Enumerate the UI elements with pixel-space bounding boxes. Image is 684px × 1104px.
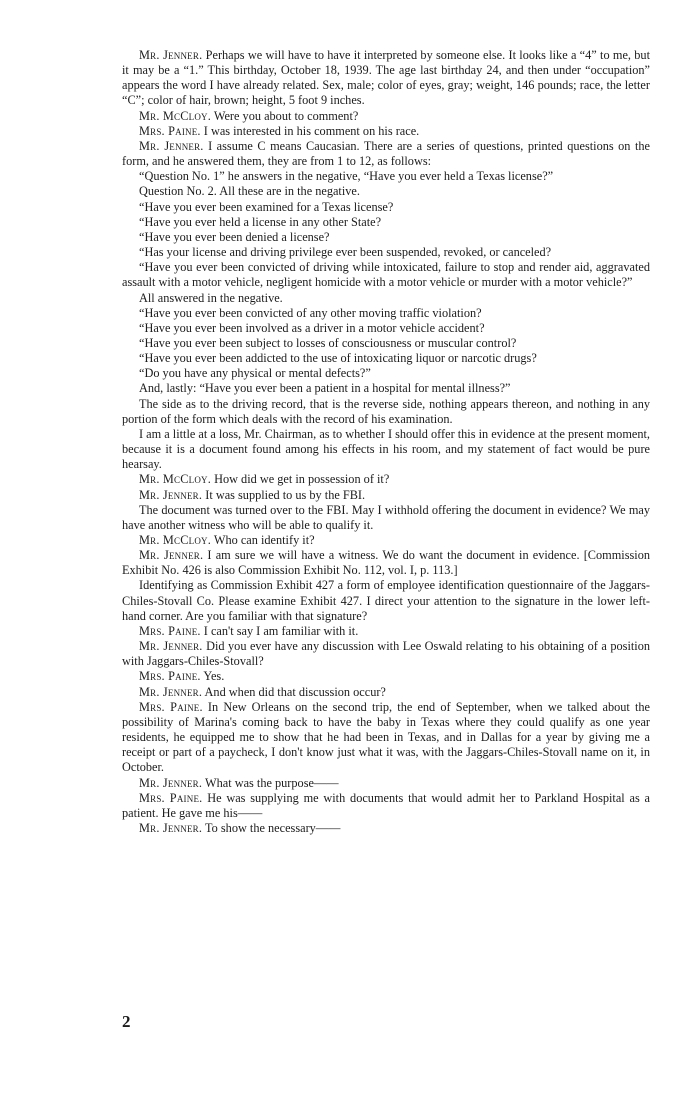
speaker-name: Mrs. Paine. (139, 699, 203, 714)
paragraph-text: To show the necessary—— (202, 820, 341, 835)
paragraph-text: “Have you ever been convicted of any other moving traffic violation? (139, 305, 482, 320)
transcript-paragraph (122, 351, 650, 366)
transcript-page (122, 48, 650, 836)
speaker-name: Mr. Jenner. (139, 639, 203, 654)
transcript-paragraph (122, 503, 650, 533)
speaker-name: Mrs. Paine. (139, 790, 203, 805)
paragraph-text: “Have you ever been convicted of driving while intoxicated, failure to stop and render aid, aggravated assault with a motor vehicle, negligent homicide with a motor vehicle or murder with a motor vehicle?” (122, 260, 650, 290)
page-number: 2 (122, 1012, 131, 1031)
paragraph-text: The document was turned over to the FBI. May I withhold offering the document in evidence? We may have another witness who will be able to qualify it. (122, 502, 650, 532)
paragraph-text: “Have you ever been involved as a driver in a motor vehicle accident? (139, 320, 485, 335)
speaker-name: Mr. Jenner. (139, 138, 204, 153)
transcript-paragraph (122, 48, 650, 109)
paragraph-text: Who can identify it? (211, 533, 315, 547)
speaker-name: Mr. McCloy. (139, 108, 211, 123)
paragraph-text: “Question No. 1” he answers in the negative, “Have you ever held a Texas license?” (139, 169, 554, 184)
paragraph-text: I can't say I am familiar with it. (200, 623, 359, 638)
paragraph-text: “Have you ever been subject to losses of consciousness or muscular control? (139, 335, 517, 350)
transcript-paragraph (122, 321, 650, 336)
paragraph-text: I assume C means Caucasian. There are a series of questions, printed questions on the form, and he answered them, they are from 1 to 12, as follows: (122, 138, 650, 169)
speaker-name: Mrs. Paine. (139, 123, 201, 138)
speaker-name: Mrs. Paine. (139, 623, 201, 638)
transcript-paragraph (122, 109, 650, 124)
transcript-paragraph (122, 578, 650, 623)
paragraph-text: In New Orleans on the second trip, the end of September, when we talked about the possibility of Marina's coming back to have the baby in Texas where they could qualify as one year residents, he equipped me to show that he had been in Texas, and in Dallas for a year by giving me a receipt or part of a paycheck, I don't know just what it was, with the Jaggars-Chiles-Stovall name on it, in October. (122, 699, 651, 775)
paragraph-text: Identifying as Commission Exhibit 427 a form of employee identification questionnaire of the Jaggars-Chiles-Stovall Co. Please examine Exhibit 427. I direct your attention to the signature in the lower left-hand corner. Are you familiar with that signature? (122, 578, 650, 623)
transcript-paragraph (122, 821, 650, 836)
transcript-paragraph (122, 139, 650, 169)
paragraph-text: And, lastly: “Have you ever been a patient in a hospital for mental illness?” (139, 381, 511, 396)
paragraph-text: All answered in the negative. (139, 290, 283, 305)
paragraph-text: “Have you ever been denied a license? (139, 229, 330, 244)
transcript-paragraph (122, 427, 650, 472)
speaker-name: Mrs. Paine. (139, 669, 201, 684)
paragraph-text: “Has your license and driving privilege ever been suspended, revoked, or canceled? (139, 245, 552, 260)
transcript-paragraph (122, 200, 650, 215)
transcript-paragraph (122, 366, 650, 381)
speaker-name: Mr. Jenner. (139, 48, 203, 62)
transcript-paragraph (122, 776, 650, 791)
paragraph-text: “Have you ever been examined for a Texas license? (139, 199, 394, 214)
paragraph-text: What was the purpose—— (202, 775, 339, 790)
transcript-paragraph (122, 488, 650, 503)
paragraph-text: It was supplied to us by the FBI. (202, 487, 366, 502)
paragraph-text: “Do you have any physical or mental defects?” (139, 366, 371, 381)
paragraph-text: The side as to the driving record, that is the reverse side, nothing appears thereon, and nothing in any portion of the form which deals with the record of his examination. (122, 396, 650, 426)
transcript-paragraph (122, 639, 650, 669)
paragraph-text: Did you ever have any discussion with Lee Oswald relating to his obtaining of a position with Jaggars-Chiles-Stovall? (122, 639, 650, 669)
speaker-name: Mr. McCloy. (139, 472, 211, 487)
paragraph-text: Were you about to comment? (211, 108, 359, 123)
speaker-name: Mr. McCloy. (139, 533, 211, 547)
transcript-paragraph (122, 124, 650, 139)
transcript-paragraph (122, 700, 650, 776)
speaker-name: Mr. Jenner. (139, 548, 204, 563)
transcript-paragraph (122, 245, 650, 260)
paragraph-text: Yes. (200, 669, 225, 684)
paragraph-text: Perhaps we will have to have it interpreted by someone else. It looks like a “4” to me, but it may be a “1.” This birthday, October 18, 1939. The age last birthday 24, and then under “occupation” appears the word I have already related. Sex, male; color of eyes, gray; weight, 146 pounds; race, the letter “C”; color of hair, brown; height, 5 foot 9 inches. (122, 48, 650, 108)
transcript-paragraph (122, 472, 650, 487)
transcript-paragraph (122, 624, 650, 639)
transcript-paragraph (122, 397, 650, 427)
paragraph-text: And when did that discussion occur? (202, 684, 386, 699)
paragraph-text: Question No. 2. All these are in the negative. (139, 184, 360, 199)
transcript-paragraph (122, 169, 650, 184)
speaker-name: Mr. Jenner. (139, 775, 203, 790)
speaker-name: Mr. Jenner. (139, 487, 203, 502)
paragraph-text: “Have you ever held a license in any other State? (139, 214, 382, 229)
transcript-paragraph (122, 291, 650, 306)
transcript-paragraph (122, 685, 650, 700)
paragraph-text: “Have you ever been addicted to the use of intoxicating liquor or narcotic drugs? (139, 351, 537, 366)
transcript-paragraph (122, 230, 650, 245)
transcript-paragraph (122, 381, 650, 396)
paragraph-text: He was supplying me with documents that would admit her to Parkland Hospital as a patient. He gave me his—— (122, 790, 650, 820)
transcript-paragraph (122, 548, 650, 578)
transcript-paragraph (122, 336, 650, 351)
transcript-paragraph (122, 306, 650, 321)
transcript-paragraph (122, 215, 650, 230)
transcript-paragraph (122, 184, 650, 199)
transcript-paragraph (122, 791, 650, 821)
speaker-name: Mr. Jenner. (139, 820, 203, 835)
paragraph-text: I am a little at a loss, Mr. Chairman, as to whether I should offer this in evidence at the present moment, because it is a document found among his effects in his room, and my statement of fact would be pure hearsay. (122, 426, 650, 472)
speaker-name: Mr. Jenner. (139, 684, 203, 699)
transcript-paragraph (122, 533, 650, 548)
transcript-paragraph (122, 669, 650, 684)
paragraph-text: I was interested in his comment on his race. (200, 123, 420, 138)
paragraph-text: I am sure we will have a witness. We do want the document in evidence. [Commission Exhibit No. 426 is also Commission Exhibit No. 112, vol. I, p. 113.] (122, 548, 650, 578)
paragraph-text: How did we get in possession of it? (211, 472, 390, 487)
transcript-paragraph (122, 260, 650, 290)
